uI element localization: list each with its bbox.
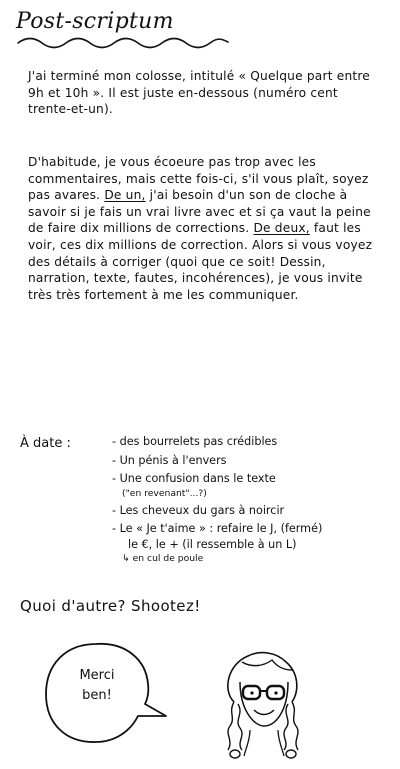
todo-label: À date : [20, 436, 71, 451]
todo-list [112, 435, 397, 569]
self-portrait-drawing [206, 640, 316, 765]
todo-item: - des bourrelets pas crédibles [112, 435, 278, 448]
paragraph-request-intro: D'habitude, je vous écoeure pas trop avec les commentaires, mais cette fois-ci, s'il vous plaît, soyez pas avares. [28, 155, 369, 203]
paragraph-request-first: j'ai besoin d'un son de cloche à savoir si je fais un vrai livre avec et si ça vaut la peine de faire dix millions de corrections. [28, 188, 371, 236]
speech-bubble [38, 636, 170, 756]
todo-item-continuation: le €, le + (il ressemble à un L) [128, 537, 297, 551]
wavy-underline [16, 36, 231, 50]
marker-second: De deux, [253, 221, 310, 236]
paragraph-request-second: faut les voir, ces dix millions de correction. Alors si vous voyez des détails à corriger (quoi que ce soit! Dessin, narration, texte, fautes, incohérences), je vous invite très très fortement à me les communiquer. [28, 221, 373, 302]
todo-item: - Un pénis à l'envers [112, 453, 227, 467]
closing-line: Quoi d'autre? Shootez! [20, 597, 201, 615]
page-title: Post-scriptum [16, 9, 174, 34]
speech-line-1: Merci [79, 668, 115, 683]
todo-item-note: ↳ en cul de poule [122, 553, 204, 564]
speech-line-2: ben! [82, 688, 112, 703]
todo-item: - Les cheveux du gars à noircir [112, 503, 285, 517]
todo-item: - Le « Je t'aime » : refaire le J, (fermé) [112, 522, 323, 535]
marker-first: De un, [104, 188, 146, 203]
paragraph-intro: J'ai terminé mon colosse, intitulé « Quelque part entre 9h et 10h ». Il est juste en-dessous (numéro cent trente-et-un). [28, 69, 370, 117]
speech-bubble-text [62, 666, 132, 706]
paragraph-request [28, 154, 380, 303]
todo-item-note: ("en revenant"...?) [122, 487, 207, 499]
title-block [16, 8, 236, 50]
todo-item: - Une confusion dans le texte [112, 472, 276, 485]
